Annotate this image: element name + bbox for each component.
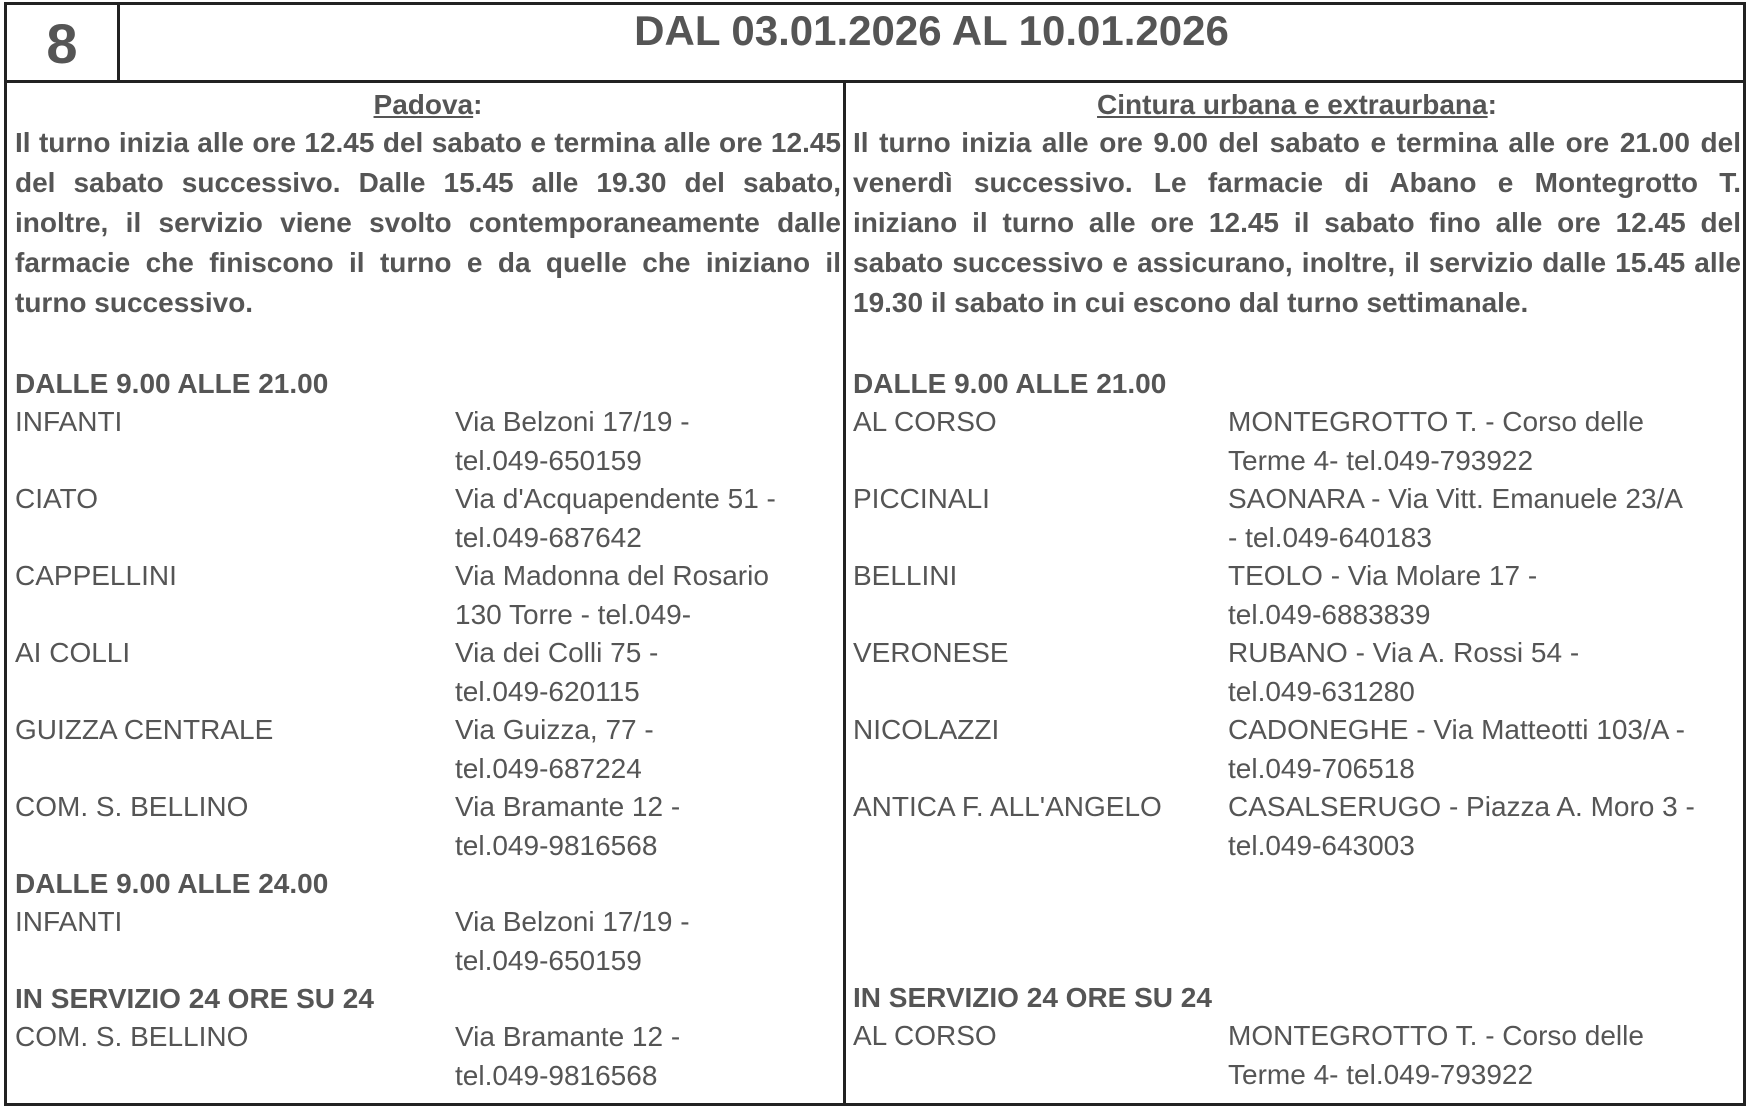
pharmacy-name: AL CORSO <box>853 406 997 437</box>
address-line-2: tel.049-631280 <box>1228 675 1415 707</box>
address-line-2: tel.049-6883839 <box>1228 598 1431 630</box>
header-row <box>7 5 1743 83</box>
blank-row <box>853 903 1741 941</box>
address-line-2: tel.049-687642 <box>455 521 642 553</box>
pharmacy-name: PICCINALI <box>853 483 990 514</box>
padova-section-heading: DALLE 9.00 ALLE 21.00 <box>15 368 329 399</box>
pharmacy-address <box>455 557 841 634</box>
address-line-1: Via Belzoni 17/19 - <box>455 406 690 437</box>
pharmacy-name: NICOLAZZI <box>853 714 1000 745</box>
pharmacy-name: ANTICA F. ALL'ANGELO <box>853 791 1162 822</box>
week-number: 8 <box>7 5 120 80</box>
address-line-1: CADONEGHE - Via Matteotti 103/A - <box>1228 714 1685 745</box>
pharmacy-entry <box>15 711 841 788</box>
cintura-title <box>853 87 1741 123</box>
address-line-2: 130 Torre - tel.049- <box>455 598 692 630</box>
cintura-title-text: Cintura urbana e extraurbana <box>1097 89 1488 120</box>
address-line-2: Terme 4- tel.049-793922 <box>1228 444 1534 476</box>
pharmacy-address <box>455 788 841 865</box>
address-line-2: tel.049-650159 <box>455 944 642 976</box>
pharmacy-name: GUIZZA CENTRALE <box>15 714 274 745</box>
padova-title-text: Padova <box>373 89 474 120</box>
pharmacy-name: AL CORSO <box>853 1020 997 1051</box>
pharmacy-address <box>455 711 841 788</box>
pharmacy-name: CIATO <box>15 483 98 514</box>
address-line-2: tel.049-687224 <box>455 752 642 784</box>
pharmacy-name: VERONESE <box>853 637 1009 668</box>
padova-rules: Il turno inizia alle ore 12.45 del sabato e termina alle ore 12.45 del sabato successivo. Dalle 15.45 alle 19.30 del sabato, inoltre, il servizio viene svolto contemporaneamente dalle farmacie che finiscono il turno e da quelle che iniziano il turno successivo. <box>15 127 841 318</box>
padova-section-heading: IN SERVIZIO 24 ORE SU 24 <box>15 983 374 1014</box>
address-line-1: Via d'Acquapendente 51 - <box>455 483 776 514</box>
pharmacy-name: COM. S. BELLINO <box>15 791 249 822</box>
pharmacy-entry <box>853 711 1741 788</box>
pharmacy-address <box>455 634 841 711</box>
address-line-2: tel.049-650159 <box>455 444 642 476</box>
padova-title-colon: : <box>473 89 483 120</box>
pharmacy-address <box>1228 480 1741 557</box>
pharmacy-entry <box>15 788 841 865</box>
pharmacy-entry <box>853 634 1741 711</box>
pharmacy-entry <box>15 557 841 634</box>
address-line-1: MONTEGROTTO T. - Corso delle <box>1228 1020 1644 1051</box>
address-line-1: Via Bramante 12 - <box>455 791 681 822</box>
cintura-rules: Il turno inizia alle ore 9.00 del sabato e termina alle ore 21.00 del venerdì successivo. Le farmacie di Abano e Montegrotto T. iniziano il turno alle ore 12.45 il sabato fino alle ore 12.45 del sabato successivo e assicurano, inoltre, il servizio dalle 15.45 alle 19.30 il sabato in cui escono dal turno settimanale. <box>853 127 1741 318</box>
column-divider <box>843 80 846 1103</box>
pharmacy-name: CAPPELLINI <box>15 560 177 591</box>
address-line-2: tel.049-706518 <box>1228 752 1415 784</box>
padova-title <box>15 87 841 123</box>
pharmacy-address <box>1228 403 1741 480</box>
pharmacy-name: BELLINI <box>853 560 958 591</box>
pharmacy-entry <box>15 634 841 711</box>
address-line-1: RUBANO - Via A. Rossi 54 - <box>1228 637 1580 668</box>
pharmacy-address <box>1228 1017 1741 1094</box>
pharmacy-entry <box>853 480 1741 557</box>
pharmacy-address <box>455 403 841 480</box>
pharmacy-entry <box>853 557 1741 634</box>
blank-row <box>853 941 1741 979</box>
pharmacy-address <box>1228 711 1741 788</box>
pharmacy-address <box>1228 788 1741 865</box>
cintura-title-colon: : <box>1487 89 1497 120</box>
period-title: DAL 03.01.2026 AL 10.01.2026 <box>634 7 1229 54</box>
address-line-1: Via Belzoni 17/19 - <box>455 906 690 937</box>
pharmacy-entry <box>15 480 841 557</box>
pharmacy-entry <box>15 1018 841 1095</box>
pharmacy-address <box>1228 634 1741 711</box>
address-line-2: tel.049-643003 <box>1228 829 1415 861</box>
padova-section-heading: DALLE 9.00 ALLE 24.00 <box>15 868 329 899</box>
pharmacy-address <box>1228 557 1741 634</box>
pharmacy-address <box>455 1018 841 1095</box>
address-line-2: tel.049-9816568 <box>455 829 658 861</box>
address-line-2: tel.049-620115 <box>455 675 640 707</box>
address-line-1: CASALSERUGO - Piazza A. Moro 3 - <box>1228 791 1695 822</box>
pharmacy-address <box>455 480 841 557</box>
cintura-section-heading: IN SERVIZIO 24 ORE SU 24 <box>853 982 1212 1013</box>
pharmacy-name: AI COLLI <box>15 637 131 668</box>
address-line-2: Terme 4- tel.049-793922 <box>1228 1058 1534 1090</box>
pharmacy-entry <box>853 403 1741 480</box>
blank-row <box>853 865 1741 903</box>
pharmacy-name: INFANTI <box>15 406 123 437</box>
address-line-2: - tel.049-640183 <box>1228 521 1432 553</box>
pharmacy-name: COM. S. BELLINO <box>15 1021 249 1052</box>
pharmacy-rota-sheet <box>4 2 1746 1106</box>
address-line-1: Via Madonna del Rosario <box>455 560 769 591</box>
pharmacy-name: INFANTI <box>15 906 123 937</box>
pharmacy-entry <box>15 403 841 480</box>
cintura-section-heading: DALLE 9.00 ALLE 21.00 <box>853 368 1167 399</box>
address-line-1: MONTEGROTTO T. - Corso delle <box>1228 406 1644 437</box>
pharmacy-address <box>455 903 841 980</box>
address-line-1: Via dei Colli 75 - <box>455 637 659 668</box>
pharmacy-entry <box>15 903 841 980</box>
address-line-1: SAONARA - Via Vitt. Emanuele 23/A <box>1228 483 1683 514</box>
address-line-2: tel.049-9816568 <box>455 1059 658 1091</box>
address-line-1: Via Bramante 12 - <box>455 1021 681 1052</box>
pharmacy-entry <box>853 1017 1741 1094</box>
padova-column <box>15 87 841 1095</box>
cintura-column <box>853 87 1741 1094</box>
address-line-1: TEOLO - Via Molare 17 - <box>1228 560 1538 591</box>
pharmacy-entry <box>853 788 1741 865</box>
address-line-1: Via Guizza, 77 - <box>455 714 654 745</box>
